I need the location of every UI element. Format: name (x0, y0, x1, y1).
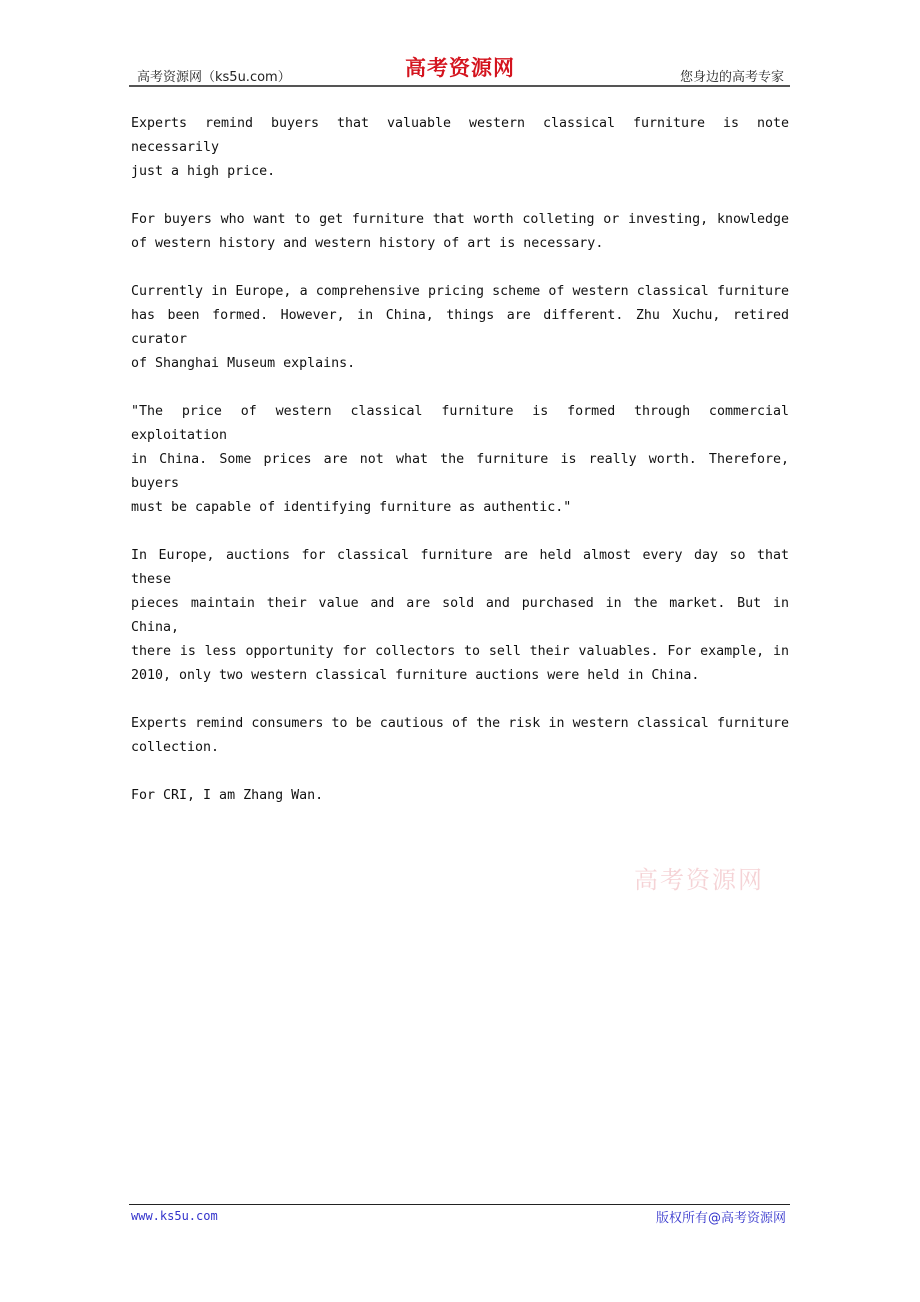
text-line: For buyers who want to get furniture that worth colleting or investing, knowledge (131, 212, 789, 227)
text-line: in China. Some prices are not what the furniture is really worth. Therefore, buyers (131, 452, 789, 491)
paragraph (131, 784, 789, 808)
paragraph (131, 208, 789, 256)
header-logo: 高考资源网 (405, 55, 515, 80)
watermark: 高考资源网 (634, 866, 764, 894)
text-line: pieces maintain their value and are sold and purchased in the market. But in China, (131, 596, 789, 635)
text-line: of western history and western history of art is necessary. (131, 236, 604, 251)
text-line: has been formed. However, in China, things are different. Zhu Xuchu, retired curator (131, 308, 789, 347)
text-line: of Shanghai Museum explains. (131, 356, 356, 371)
paragraph (131, 400, 789, 520)
text-line: 2010, only two western classical furniture auctions were held in China. (131, 668, 700, 683)
header-slogan: 您身边的高考专家 (679, 70, 784, 85)
text-line: collection. (131, 740, 220, 755)
text-line: Experts remind buyers that valuable western classical furniture is note necessarily (131, 116, 789, 155)
paragraph (131, 280, 789, 376)
paragraph (131, 544, 789, 688)
paragraph (131, 712, 789, 760)
article-body (131, 112, 789, 832)
text-line: Experts remind consumers to be cautious of the risk in western classical furniture (131, 716, 789, 731)
header-site-name: 高考资源网（ks5u.com） (137, 70, 291, 85)
text-line: there is less opportunity for collectors to sell their valuables. For example, in (131, 644, 789, 659)
footer-copyright: 版权所有@高考资源网 (655, 1211, 786, 1226)
footer-link[interactable]: www.ks5u.com (131, 1209, 218, 1223)
text-line: Currently in Europe, a comprehensive pricing scheme of western classical furniture (131, 284, 789, 299)
text-line: just a high price. (131, 164, 276, 179)
paragraph (131, 112, 789, 184)
header-divider (129, 85, 790, 87)
text-line: In Europe, auctions for classical furniture are held almost every day so that these (131, 548, 789, 587)
text-line: must be capable of identifying furniture as authentic." (131, 500, 572, 515)
text-line: "The price of western classical furniture is formed through commercial exploitation (131, 404, 789, 443)
text-line: For CRI, I am Zhang Wan. (131, 788, 324, 803)
footer-divider (129, 1204, 790, 1205)
